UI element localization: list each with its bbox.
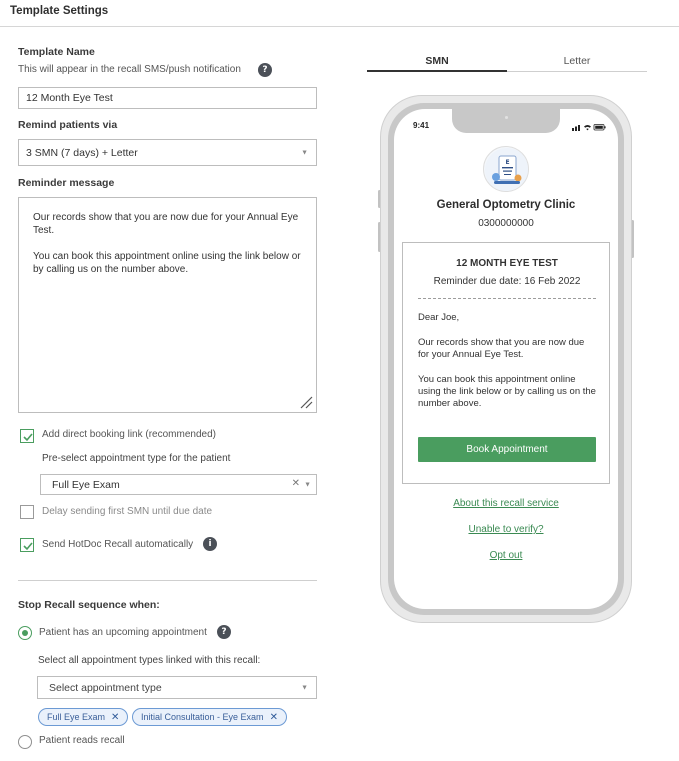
section-divider: [18, 580, 317, 581]
dashed-divider: [418, 298, 596, 299]
stop-recall-label: Stop Recall sequence when:: [18, 599, 160, 611]
patient-reads-radio[interactable]: [18, 735, 32, 749]
appointment-type-placeholder: Select appointment type: [49, 681, 162, 694]
chevron-down-icon: ▼: [304, 481, 311, 488]
about-recall-link[interactable]: About this recall service: [453, 498, 559, 509]
upcoming-appointment-radio[interactable]: [18, 626, 32, 640]
check-icon: [22, 431, 34, 443]
clinic-logo: [483, 146, 529, 192]
tab-smn[interactable]: SMN: [367, 50, 507, 72]
eye-chart-icon: [484, 147, 529, 192]
preselect-value: Full Eye Exam: [52, 478, 120, 491]
tag-remove-icon[interactable]: ✕: [269, 711, 278, 723]
reminder-message-textarea[interactable]: [18, 197, 317, 413]
chevron-down-icon: ▼: [301, 684, 308, 691]
clinic-name: General Optometry Clinic: [436, 199, 576, 211]
upcoming-appointment-label: Patient has an upcoming appointment: [39, 627, 207, 638]
status-time: 9:41: [413, 121, 430, 130]
clear-icon[interactable]: ✕: [291, 478, 300, 489]
message-paragraph: You can book this appointment online using the link below or by calling us on the number above.: [418, 374, 596, 409]
tag-label: Full Eye Exam: [47, 712, 106, 722]
check-icon: [22, 540, 34, 552]
template-name-help: This will appear in the recall SMS/push notification: [18, 64, 241, 75]
tag-remove-icon[interactable]: ✕: [111, 711, 120, 723]
resize-handle-icon[interactable]: [299, 395, 313, 409]
reminder-paragraph: You can book this appointment online using the link below or by calling us on the number above.: [33, 251, 301, 275]
template-name-value: 12 Month Eye Test: [26, 92, 113, 104]
send-auto-checkbox[interactable]: [20, 538, 34, 552]
tag-initial-consultation: [132, 708, 287, 726]
remind-via-label: Remind patients via: [18, 119, 118, 131]
message-due-date: Reminder due date: 16 Feb 2022: [433, 276, 581, 287]
message-heading: 12 MONTH EYE TEST: [456, 258, 558, 269]
help-icon[interactable]: ?: [258, 63, 272, 77]
send-auto-label: Send HotDoc Recall automatically: [42, 539, 194, 550]
header-divider: [0, 26, 679, 27]
message-body: [418, 312, 598, 423]
message-greeting: Dear Joe,: [418, 312, 460, 323]
reminder-message-label: Reminder message: [18, 177, 115, 189]
template-name-label: Template Name: [18, 46, 95, 58]
delay-first-label: Delay sending first SMN until due date: [42, 506, 213, 517]
message-paragraph: Our records show that you are now due for your Annual Eye Test.: [418, 337, 585, 360]
select-all-label: Select all appointment types linked with this recall:: [38, 655, 261, 666]
template-name-input[interactable]: [18, 87, 317, 109]
reminder-paragraph: Our records show that you are now due for your Annual Eye Test.: [33, 212, 299, 236]
book-appointment-button[interactable]: Book Appointment: [418, 437, 596, 462]
unable-to-verify-link[interactable]: Unable to verify?: [468, 524, 544, 535]
chevron-down-icon: ▼: [301, 149, 308, 156]
direct-booking-checkbox[interactable]: [20, 429, 34, 443]
svg-text:E: E: [505, 159, 510, 166]
opt-out-link[interactable]: Opt out: [489, 550, 523, 561]
message-preview-card: [402, 242, 610, 484]
help-icon[interactable]: ?: [217, 625, 231, 639]
remind-via-value: 3 SMN (7 days) + Letter: [26, 146, 138, 159]
remind-via-select[interactable]: [18, 139, 317, 166]
page-title: Template Settings: [10, 5, 109, 17]
delay-first-checkbox[interactable]: [20, 505, 34, 519]
appointment-type-select[interactable]: [37, 676, 317, 699]
direct-booking-label: Add direct booking link (recommended): [42, 429, 216, 440]
phone-notch: [452, 109, 560, 133]
patient-reads-label: Patient reads recall: [39, 735, 125, 746]
tab-letter[interactable]: Letter: [507, 50, 647, 72]
info-icon[interactable]: i: [203, 537, 217, 551]
clinic-phone: 0300000000: [478, 218, 534, 229]
preselect-appointment-select[interactable]: [40, 474, 317, 495]
status-icons: [572, 123, 606, 131]
preselect-label: Pre-select appointment type for the patient: [42, 453, 231, 464]
tag-full-eye-exam: [38, 708, 128, 726]
tag-label: Initial Consultation - Eye Exam: [141, 712, 264, 722]
